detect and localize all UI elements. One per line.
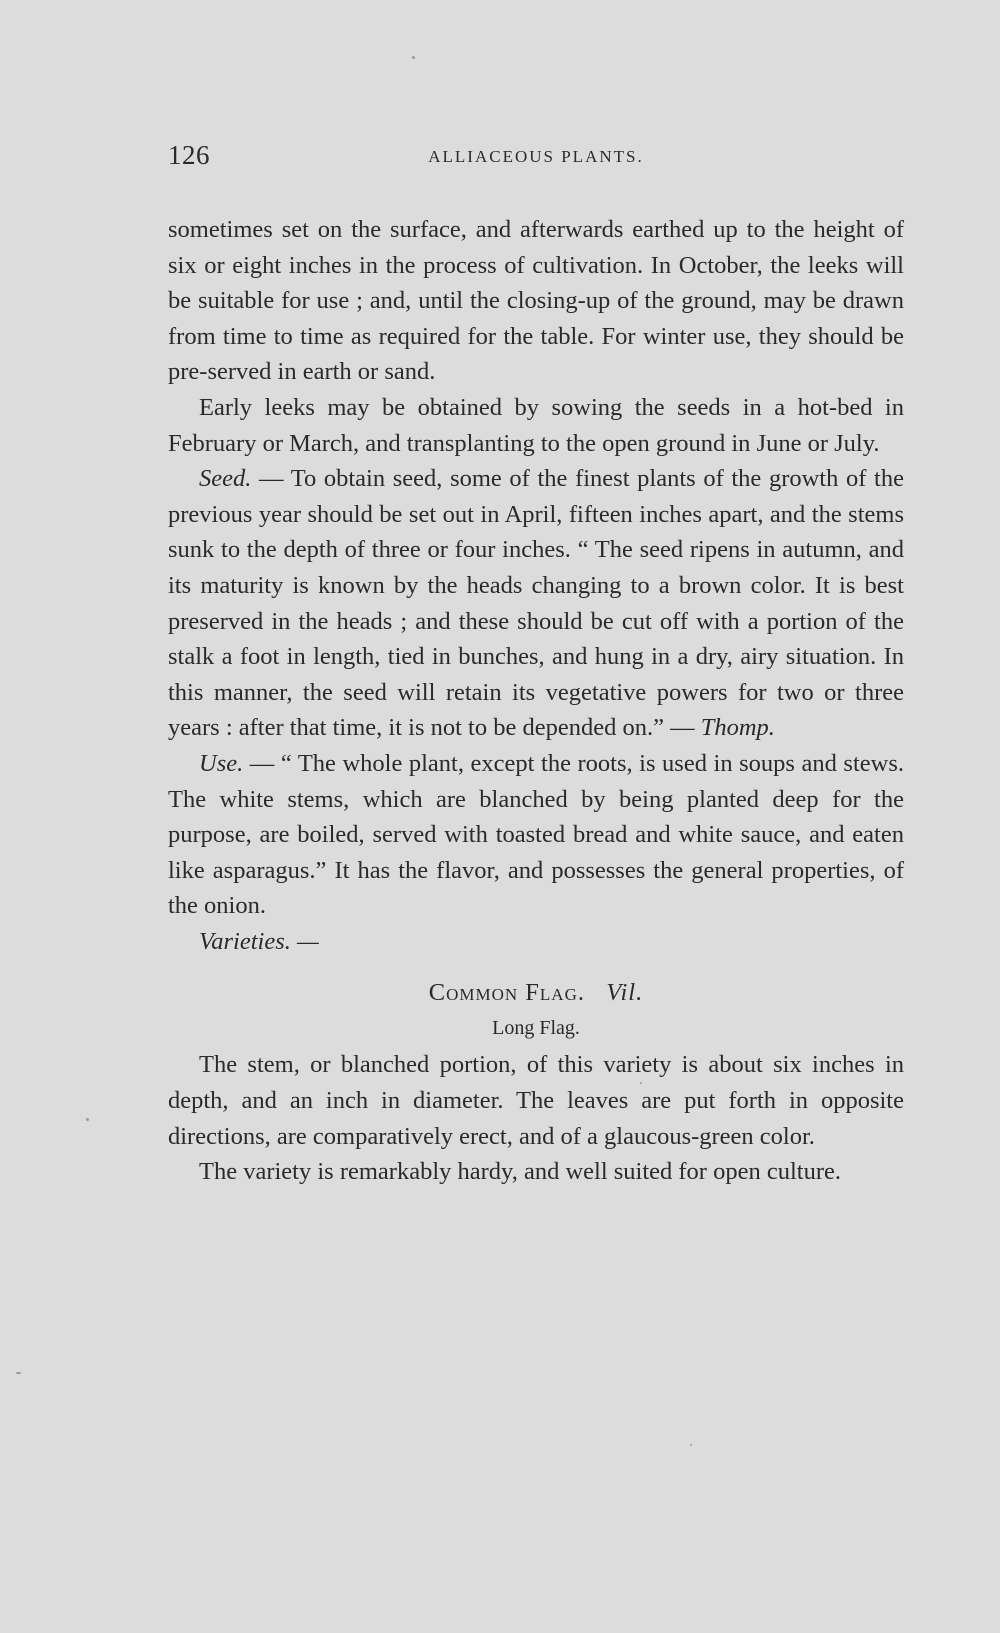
paragraph-early-leeks: Early leeks may be obtained by sowing the seeds in a hot-bed in February or March, and transplanting to the open ground in June or July.: [168, 393, 904, 457]
paper-speck: [640, 1082, 642, 1084]
paper-speck: [412, 56, 415, 59]
seed-source: Thomp.: [700, 714, 775, 742]
paragraph-variety-hardiness: The variety is remarkably hardy, and well suited for open culture.: [199, 1158, 841, 1186]
page-header: [168, 140, 904, 180]
variety-name: Common Flag.: [428, 979, 585, 1007]
paragraph-cultivation: sometimes set on the surface, and afterwards earthed up to the height of six or eight inches in the process of cultivation. In October, the leeks will be suitable for use ; and, until the closing-up of the ground, may be drawn from time to time as required for the table. For winter use, they should be pre-served in earth or sand.: [168, 216, 904, 386]
running-title: ALLIACEOUS PLANTS.: [428, 147, 644, 166]
paper-speck: [690, 1444, 692, 1446]
use-text: — “ The whole plant, except the roots, is used in soups and stews. The white stems, which are blanched by being planted deep for the purpose, are boiled, served with toasted bread and white sauce, and eaten like asparagus.” It has the flavor, and possesses the general properties, of the onion.: [168, 749, 904, 920]
variety-synonym: Long Flag.: [492, 1017, 580, 1040]
variety-abbrev: Vil.: [606, 979, 644, 1007]
paragraph-seed: [168, 461, 904, 746]
variety-heading: [168, 975, 904, 1011]
body-text: [168, 212, 904, 1190]
paragraph-use: [168, 746, 904, 924]
varieties-label: Varieties. —: [199, 927, 319, 955]
paper-speck: [86, 1118, 89, 1121]
use-label: Use.: [199, 749, 244, 777]
paragraph-variety-description: The stem, or blanched portion, of this variety is about six inches in depth, and an inch in diameter. The leaves are put forth in opposite directions, are comparatively erect, and of a glaucous-green color.: [168, 1051, 904, 1150]
seed-label: Seed.: [199, 465, 252, 493]
page-number: 126: [168, 140, 210, 170]
paper-speck: [16, 1372, 21, 1374]
paragraph-varieties: [168, 924, 904, 960]
seed-text: — To obtain seed, some of the finest plants of the growth of the previous year should be set out in April, fifteen inches apart, and the stems sunk to the depth of three or four inches. “ The seed ripens in autumn, and its maturity is known by the heads changing to a brown color. It is best preserved in the heads ; and these should be cut off with a portion of the stalk a foot in length, tied in bunches, and hung in a dry, airy situation. In this manner, the seed will retain its vegetative powers for two or three years : after that time, it is not to be depended on.” —: [168, 465, 904, 742]
